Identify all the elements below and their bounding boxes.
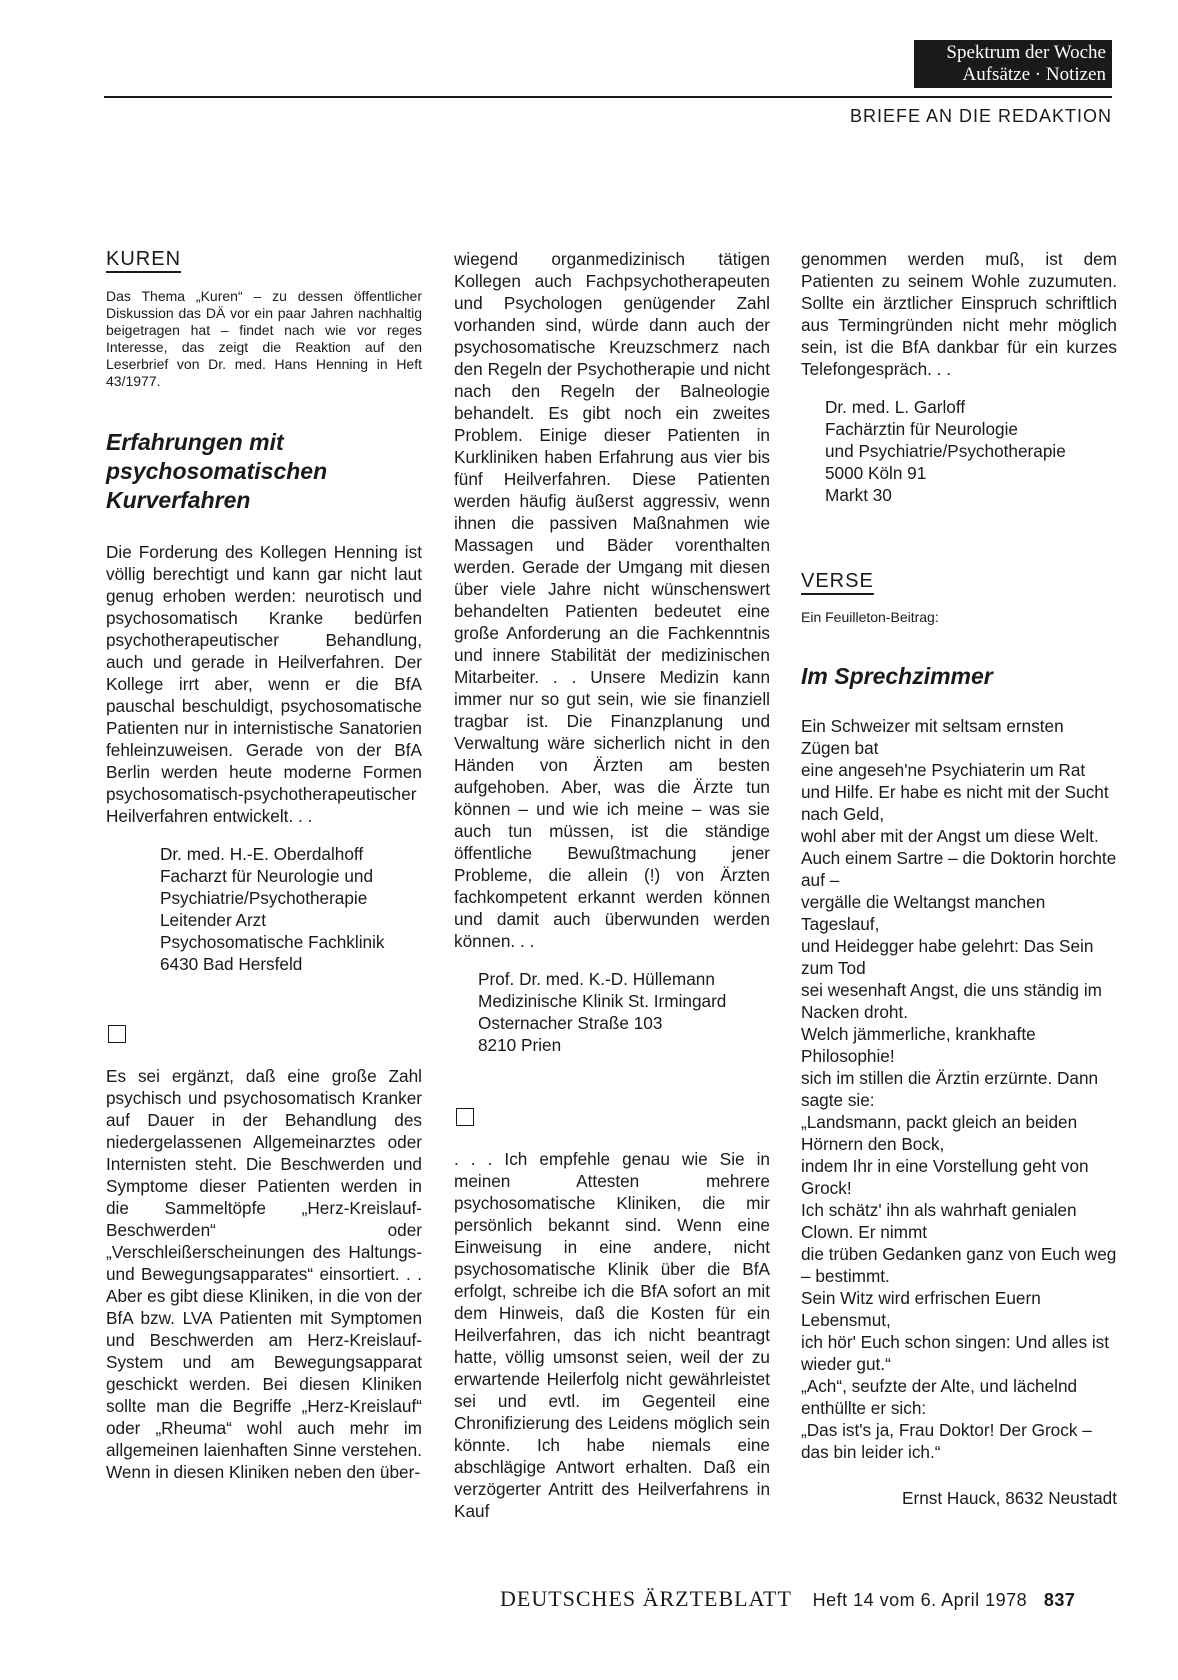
letter-2-text: Es sei ergänzt, daß eine große Zahl psychisch und psychosomatisch Kranker auf Dauer in der Behandlung des niedergelassenen Allgemeinarztes oder Internisten steht. Die Beschwerden und Symptome dieser Patienten werden in die Sammeltöpfe „Herz-Kreislauf-Beschwerden“ oder „Verschleißerscheinungen des Haltungs- und Bewegungsapparates“ einsortiert. . . Aber es gibt diese Kliniken, in die von der BfA bzw. LVA Patienten mit Symptomen und Beschwerden am Herz-Kreislauf-System und am Bewegungsapparat geschickt werden. Bei diesen Kliniken sollte man die Begriffe „Herz-Kreislauf“ oder „Rheuma“ wohl auch mehr im allgemeinen laienhaften Sinne verstehen. Wenn in diesen Kliniken neben den über-: [106, 1066, 422, 1482]
letter-1-text: Die Forderung des Kollegen Henning ist völlig berechtigt und kann gar nicht laut genug erhoben werden: neurotisch und psychosomatisch Kranke bedürfen psychotherapeutischer Behandlung, auch und gerade in Heilverfahren. Der Kollege irrt aber, wenn er die BfA pauschal beschuldigt, psychosomatische Patienten nur in internistische Sanatorien fehleinzuweisen. Gerade von der BfA Berlin werden heute moderne Formen psychosomatisch-psychotherapeutischer Heilverfahren entwickelt. . .: [106, 542, 422, 826]
rubric-verse: VERSE: [801, 570, 874, 592]
separator-box: [456, 1108, 474, 1126]
page-footer: [500, 1586, 1075, 1612]
banner-line-1: Spektrum der Woche: [946, 42, 1106, 63]
letter-1-signature: Dr. med. H.-E. Oberdalhoff Facharzt für Neurologie und Psychiatrie/Psychotherapie Leitender Arzt Psychosomatische Fachklinik 6430 Bad Hersfeld: [160, 844, 385, 974]
letter-3-signature: Dr. med. L. Garloff Fachärztin für Neurologie und Psychiatrie/Psychotherapie 5000 Köln 91 Markt 30: [825, 397, 1066, 505]
journal-name: DEUTSCHES ÄRZTEBLATT: [500, 1586, 792, 1611]
section-banner: [914, 40, 1112, 88]
column-1: [106, 248, 422, 1483]
article-headline: Erfahrungen mit psychosomatischen Kurverfahren: [106, 429, 328, 513]
intro-text: Das Thema „Kuren“ – zu dessen öffentlicher Diskussion das DÄ vor ein paar Jahren nachhaltig beigetragen hat – findet nach wie vor reges Interesse, das zeigt die Reaktion auf den Leserbrief von Dr. med. Hans Henning in Heft 43/1977.: [106, 288, 422, 389]
column-3: [801, 248, 1117, 1509]
letter-3-text: . . . Ich empfehle genau wie Sie in meinen Attesten mehrere psychosomatische Kliniken, die mir persönlich bekannt sind. Wenn eine Einweisung in eine andere, nicht psychosomatische Klinik über die BfA erfolgt, schreibe ich die BfA sofort an mit dem Hinweis, daß die Kosten für ein Heilverfahren, das ich nicht beantragt hatte, völlig umsonst seien, weil der zu erwartende Heilerfolg nicht gewährleistet sei und evtl. im Gegenteil eine Chronifizierung des Leidens möglich sein könnte. Ich habe niemals eine abschlägige Antwort erhalten. Daß ein verzögerter Antritt des Heilverfahrens in Kauf: [454, 1149, 770, 1521]
page-number: 837: [1043, 1590, 1076, 1610]
rubric-kuren: KUREN: [106, 248, 182, 270]
poem-headline: Im Sprechzimmer: [801, 663, 993, 689]
letter-2-continued: wiegend organmedizinisch tätigen Kollegen auch Fachpsychotherapeuten und Psychologen genügender Zahl vorhanden sind, würde dann auch der psychosomatische Kreuzschmerz nach den Regeln der Psychotherapie und nicht nach den Regeln der Balneologie behandelt. Es gibt noch ein zweites Problem. Einige dieser Patienten in Kurkliniken haben Erfahrung aus vier bis fünf Heilverfahren. Diese Patienten werden häufig äußerst aggressiv, wenn ihnen die passiven Maßnahmen wie Massagen und Bäder vorenthalten werden. Gerade der Umgang mit diesen über viele Jahre nicht wünschenswert behandelten Patienten bedeutet eine große Anforderung an die Fachkenntnis und innere Stabilität der medizinischen Mitarbeiter. . . Unsere Medizin kann immer nur so gut sein, wie sie finanziell tragbar ist. Die Finanzplanung und Verwaltung wäre sicherlich nicht in den Händen von Ärzten am besten aufgehoben. Aber, was die Ärzte tun können – und wie ich meine – was sie auch tun müssen, ist die ständige öffentliche Bewußtmachung jener Probleme, die allein (!) von Ärzten fachkompetent erkannt werden können und damit auch überwunden werden können. . .: [454, 249, 770, 951]
letter-2-signature: Prof. Dr. med. K.-D. Hüllemann Medizinische Klinik St. Irmingard Osternacher Straße 103 8210 Prien: [478, 969, 727, 1055]
letter-3-continued: genommen werden muß, ist dem Patienten zu seinem Wohle zuzumuten. Sollte ein ärztlicher Einspruch schriftlich aus Termingründen nicht mehr möglich sein, ist die BfA dankbar für ein kurzes Telefongespräch. . .: [801, 249, 1117, 379]
banner-line-2: Aufsätze · Notizen: [962, 64, 1106, 85]
section-label: BRIEFE AN DIE REDAKTION: [849, 106, 1112, 126]
poem-text: Ein Schweizer mit seltsam ernsten Zügen bat eine angeseh'ne Psychiaterin um Rat und Hilfe. Er habe es nicht mit der Sucht nach Geld, wohl aber mit der Angst um diese Welt. Auch einem Sartre – die Doktorin horchte auf – vergälle die Weltangst manchen Tageslauf, und Heidegger habe gelehrt: Das Sein zum Tod sei wesenhaft Angst, die uns ständig im Nacken droht. Welch jämmerliche, krankhafte Philosophie! sich im stillen die Ärztin erzürnte. Dann sagte sie: „Landsmann, packt gleich an beiden Hörnern den Bock, indem Ihr in eine Vorstellung geht von Grock! Ich schätz' ihn als wahrhaft genialen Clown. Er nimmt die trüben Gedanken ganz von Euch weg – bestimmt. Sein Witz wird erfrischen Euern Lebensmut, ich hör' Euch schon singen: Und alles ist wieder gut.“ „Ach“, seufzte der Alte, und lächelnd enthüllte er sich: „Das ist's ja, Frau Doktor! Der Grock – das bin leider ich.“: [801, 716, 1117, 1462]
separator-box: [108, 1025, 126, 1043]
top-rule: [104, 96, 1112, 98]
issue-info: Heft 14 vom 6. April 1978: [812, 1590, 1028, 1610]
poem-author: Ernst Hauck, 8632 Neustadt: [902, 1488, 1117, 1508]
column-2: [454, 248, 770, 1522]
feuilleton-subline: Ein Feuilleton-Beitrag:: [801, 609, 939, 625]
